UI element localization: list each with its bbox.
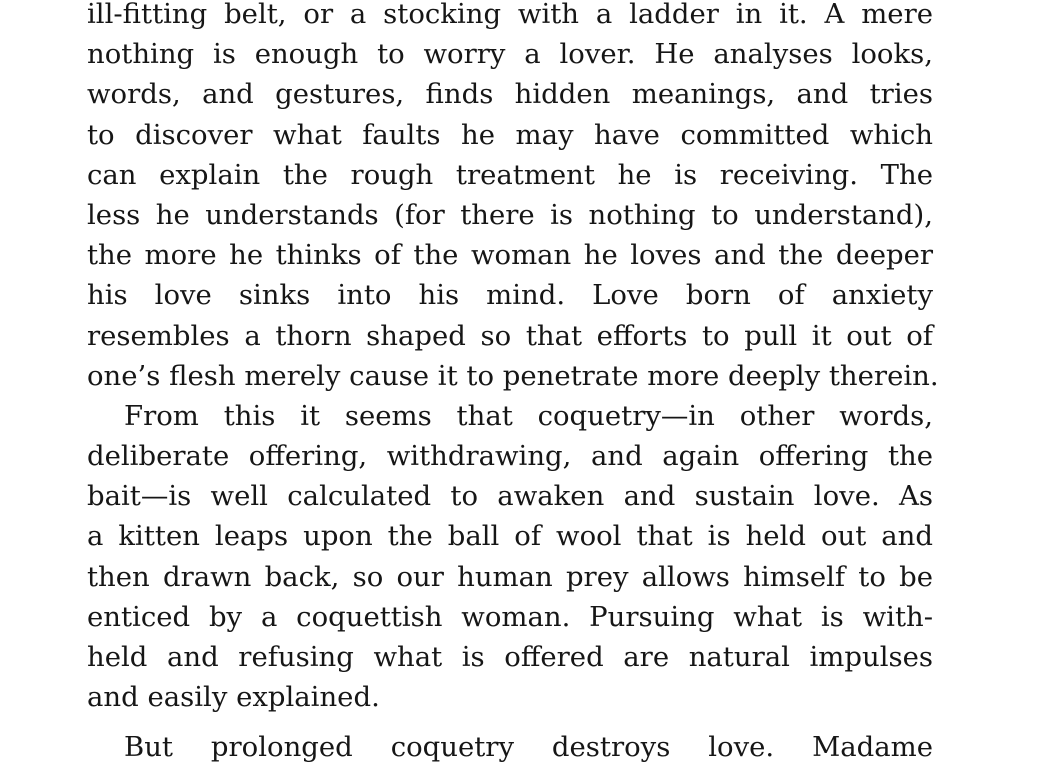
- text-line: From this it seems that coquetry—in other words,: [124, 399, 933, 432]
- text-line: words, and gestures, finds hidden meanings, and tries: [87, 78, 933, 111]
- text-line: But prolonged coquetry destroys love. Madame: [124, 731, 933, 764]
- text-line: ill-fitting belt, or a stocking with a ladder in it. A mere: [87, 0, 933, 30]
- paragraph-2: [87, 396, 933, 718]
- text-line: the more he thinks of the woman he loves and the deeper: [87, 239, 933, 272]
- text-line: deliberate offering, withdrawing, and again offering the: [87, 440, 933, 473]
- body-text: [87, 0, 939, 768]
- text-line: nothing is enough to worry a lover. He analyses looks,: [87, 38, 933, 71]
- text-line: resembles a thorn shaped so that efforts to pull it out of: [87, 319, 933, 352]
- paragraph-3: [87, 727, 933, 767]
- text-line: his love sinks into his mind. Love born of anxiety: [87, 279, 933, 312]
- text-line: enticed by a coquettish woman. Pursuing what is with-: [87, 600, 933, 633]
- text-line: a kitten leaps upon the ball of wool that is held out and: [87, 520, 933, 553]
- text-line: to discover what faults he may have committed which: [87, 118, 933, 151]
- paragraph-1: [87, 0, 939, 396]
- text-line: and easily explained.: [87, 681, 380, 714]
- text-line: then drawn back, so our human prey allows himself to be: [87, 560, 933, 593]
- paragraph-gap: [87, 717, 933, 727]
- text-line: can explain the rough treatment he is receiving. The: [87, 158, 933, 191]
- text-line: bait—is well calculated to awaken and sustain love. As: [87, 480, 933, 513]
- text-line: less he understands (for there is nothing to understand),: [87, 198, 933, 231]
- text-line: one’s flesh merely cause it to penetrate more deeply therein.: [87, 359, 939, 392]
- text-line: held and refusing what is offered are natural impulses: [87, 641, 933, 673]
